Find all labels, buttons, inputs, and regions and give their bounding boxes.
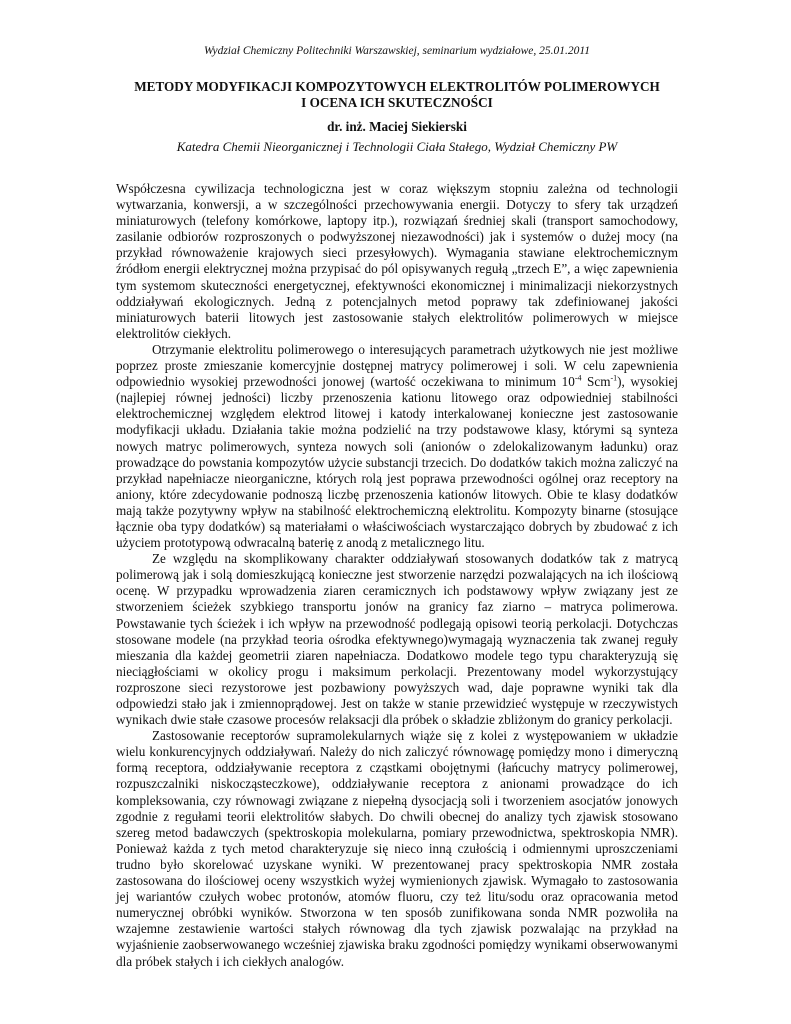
paragraph: Ze względu na skomplikowany charakter oddziaływań stosowanych dodatków tak z matrycą polimerową jak i solą domieszkującą konieczne jest stworzenie narzędzi pozwalających na ich ilościową ocenę. W przypadku wprowadzenia ziaren ceramicznych ich podstawowy wpływ związany jest ze stworzeniem ścieżek szybkiego transportu jonów na granicy faz ziarno – matryca polimerowa. Powstawanie tych ścieżek i ich wpływ na przewodność podlegają opisowi teorią perkolacji. Dotychczas stosowane modele (na przykład teoria ośrodka efektywnego)wymagają wyznaczenia tak zwanej reguły mieszania dla każdej geometrii ziaren napełniacza. Dodatkowo modele tego typu charakteryzują się nieciągłościami w okolicy progu i maksimum perkolacji. Prezentowany model wykorzystujący rozproszone sieci rezystorowe jest pozbawiony powyższych wad, daje poprawne wyniki tak dla odpowiedzi stało jak i zmiennoprądowej. Jest on także w stanie przewidzieć występuje w rzeczywistych wynikach dwie stałe czasowe procesów relaksacji dla próbek o składzie zbliżonym do granicy perkolacji. — [116, 551, 678, 728]
superscript: -1 — [610, 373, 618, 383]
author: dr. inż. Maciej Siekierski — [327, 119, 467, 134]
paragraph: Współczesna cywilizacja technologiczna jest w coraz większym stopniu zależna od technologii wytwarzania, konwersji, a w szczególności przechowywania energii. Dotyczy to sfery tak urządzeń miniaturowych (telefony komórkowe, laptopy itp.), rozwiązań średniej skali (transport samochodowy, zasilanie odbiorów rozproszonych o podwyższonej niezawodności) jak i systemów o dużej mocy (na przykład równoważenie krajowych sieci przesyłowych). Wymagania stawiane elektrochemicznym źródłom energii elektrycznej można przypisać do pól opisywanych regułą „trzech E”, a więc zapewnienia tym systemom skuteczności energetycznej, efektywności ekonomicznej i minimalizacji niekorzystnych oddziaływań ekologicznych. Jedną z potencjalnych metod poprawy tak zdefiniowanej jakości miniaturowych baterii litowych jest zastosowanie stałych elektrolitów polimerowych w miejsce elektrolitów ciekłych. — [116, 181, 678, 341]
affiliation: Katedra Chemii Nieorganicznej i Technologii Ciała Stałego, Wydział Chemiczny PW — [176, 139, 618, 154]
paragraph-text: Scm — [581, 374, 611, 390]
running-header: Wydział Chemiczny Politechniki Warszawskiej, seminarium wydziałowe, 25.01.2011 — [203, 45, 591, 57]
paragraph — [116, 342, 678, 551]
document-page — [116, 44, 678, 970]
title-line-1: METODY MODYFIKACJI KOMPOZYTOWYCH ELEKTROLITÓW POLIMEROWYCH — [134, 79, 660, 94]
paragraph-text: Otrzymanie elektrolitu polimerowego o interesujących parametrach użytkowych nie jest możliwe poprzez proste zmieszanie komercyjnie dostępnej matrycy polimerowej i soli. W celu zapewnienia odpowiednio wysokiej przewodności jonowej (wartość oczekiwana to minimum 10 — [116, 341, 678, 390]
superscript: -4 — [574, 373, 582, 383]
paragraph: Zastosowanie receptorów supramolekularnych wiąże się z kolei z występowaniem w układzie wielu konkurencyjnych oddziaływań. Należy do nich zaliczyć równowagę pomiędzy mono i dimeryczną formą receptora, oddziaływanie receptora z cząstkami obojętnymi (łańcuchy matrycy polimerowej, rozpuszczalniki niskocząsteczkowe), oddziaływanie receptora z anionami prowadzące do ich kompleksowania, czy równowagi związane z niepełną dysocjacją soli i tworzeniem asocjatów jonowych zgodnie z regułami teorii elektrolitów słabych. Do chwili obecnej do analizy tych zjawisk stosowano szereg metod badawczych (spektroskopia molekularna, pomiary przewodnictwa, spektroskopia NMR). Ponieważ każda z tych metod charakteryzuje się nieco inną czułością i odmiennymi uproszczeniami trudno było skorelować uzyskane wyniki. W prezentowanej pracy spektroskopia NMR została zastosowana do ilościowej oceny wszystkich wyżej wymienionych zjawisk. Wymagało to zastosowania jej wariantów czułych wobec protonów, atomów fluoru, czy też litu/sodu oraz opracowania metod numerycznej obróbki wyników. Stworzona w ten sposób zunifikowana sonda NMR pozwoliła na wzajemne zestawienie wartości stałych równowag dla tych zjawisk pozwalając na przykład na wyjaśnienie zaobserwowanego wcześniej zjawiska braku zgodności pomiędzy wynikami obserwowanymi dla próbek stałych i ich ciekłych analogów. — [116, 728, 678, 969]
title-line-2: I OCENA ICH SKUTECZNOŚCI — [301, 95, 493, 110]
paragraph-text: ), wysokiej (najlepiej równej jedności) liczby przenoszenia kationu litowego oraz odpowiedniej stabilności elektrochemicznej względem elektrod litowej i katody interkalowanej konieczne jest zastosowanie modyfikacji układu. Działania takie można podzielić na trzy podstawowe klasy, którymi są synteza nowych matryc polimerowych, synteza nowych soli (anionów o zdelokalizowanym ładunku) oraz prowadzące do powstania kompozytów użycie substancji trzecich. Do dodatków takich można zaliczyć na przykład napełniacze nieorganiczne, których rolą jest poprawa przewodności ogólnej oraz receptory na aniony, które zdecydowanie podnoszą liczbę przenoszenia kationów litowych. Obie te klasy dodatków mają także pozytywny wpływ na stabilność elektrochemiczną elektrolitu. Kompozyty binarne (stosujące łącznie oba typy dodatków) są materiałami o właściwościach wystarczająco dobrych by zbudować z ich użyciem prototypową odwracalną baterię z anodą z metalicznego litu. — [116, 374, 678, 551]
body-text — [116, 181, 678, 970]
